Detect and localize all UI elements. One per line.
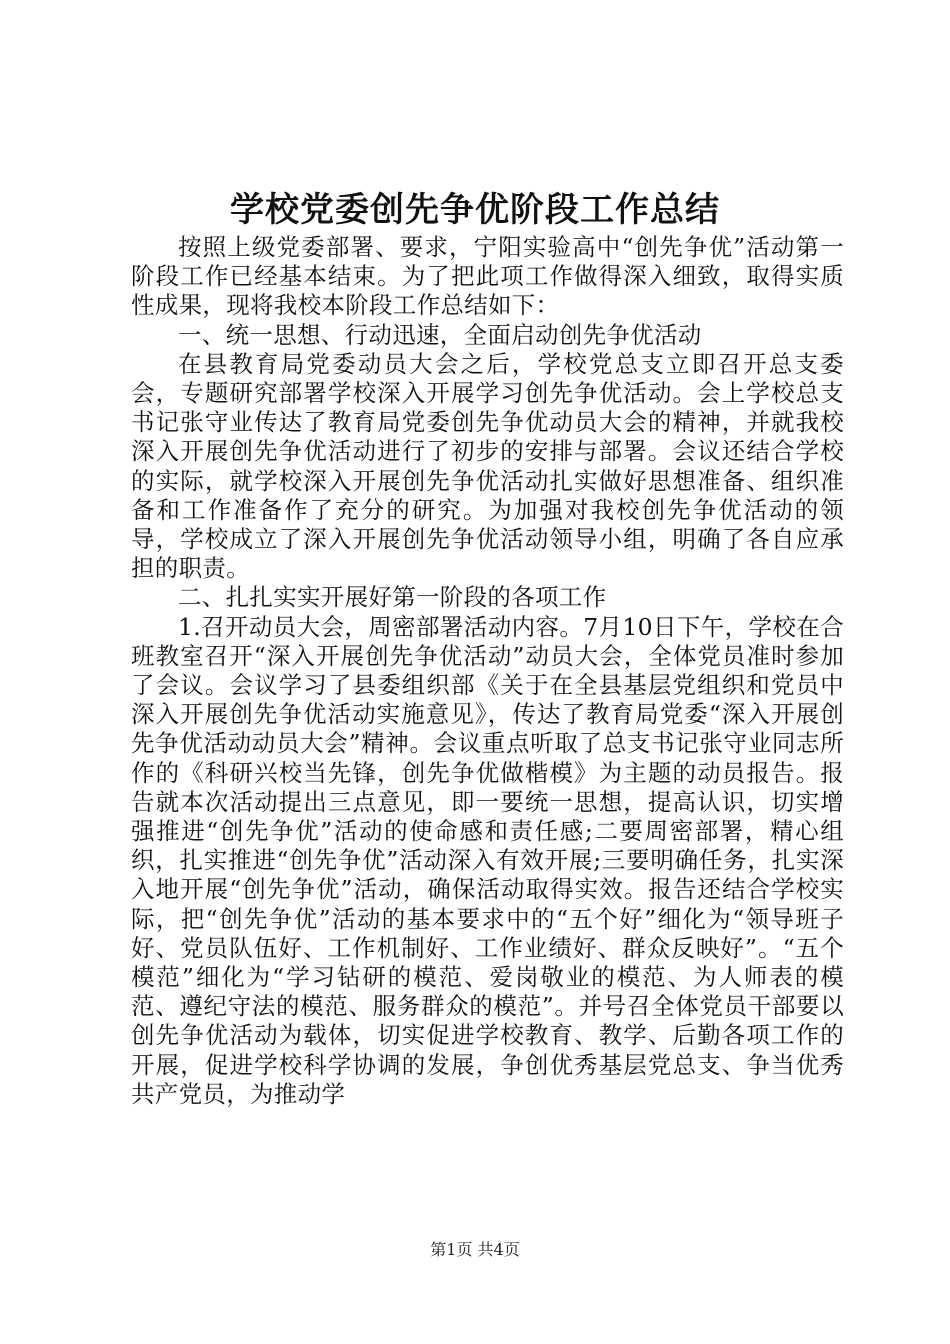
section-2-paragraph: 1.召开动员大会，周密部署活动内容。7月10日下午，学校在合班教室召开“深入开展创先争优活动”动员大会，全体党员准时参加了会议。会议学习了县委组织部《关于在全县基层党组织和党员中深入开展创先争优活动实施意见》，传达了教育局党委“深入开展创先争优活动动员大会”精神。会议重点听取了总支书记张守业同志所作的《科研兴校当先锋，创先争优做楷模》为主题的动员报告。报告就本次活动提出三点意见，即一要统一思想，提高认识，切实增强推进“创先争优”活动的使命感和责任感;二要周密部署，精心组织，扎实推进“创先争优”活动深入有效开展;三要明确任务，扎实深入地开展“创先争优”活动，确保活动取得实效。报告还结合学校实际，把“创先争优”活动的基本要求中的“五个好”细化为“领导班子好、党员队伍好、工作机制好、工作业绩好、群众反映好”。“五个模范”细化为“学习钻研的模范、爱岗敬业的模范、为人师表的模范、遵纪守法的模范、服务群众的模范”。并号召全体党员干部要以创先争优活动为载体，切实促进学校教育、教学、后勤各项工作的开展，促进学校科学协调的发展，争创优秀基层党总支、争当优秀共产党员，为推动学 xyxy=(131,612,844,1108)
document-title: 学校党委创先争优阶段工作总结 xyxy=(230,190,720,230)
document-body xyxy=(131,233,844,1109)
section-1-paragraph: 在县教育局党委动员大会之后，学校党总支立即召开总支委会，专题研究部署学校深入开展学习创先争优活动。会上学校总支书记张守业传达了教育局党委创先争优动员大会的精神，并就我校深入开展创先争优活动进行了初步的安排与部署。会议还结合学校的实际，就学校深入开展创先争优活动扎实做好思想准备、组织准备和工作准备作了充分的研究。为加强对我校创先争优活动的领导，学校成立了深入开展创先争优活动领导小组，明确了各自应承担的职责。 xyxy=(131,349,844,583)
intro-paragraph: 按照上级党委部署、要求，宁阳实验高中“创先争优”活动第一阶段工作已经基本结束。为了把此项工作做得深入细致，取得实质性成果，现将我校本阶段工作总结如下： xyxy=(131,233,844,320)
section-heading-1: 一、统一思想、行动迅速，全面启动创先争优活动 xyxy=(178,320,702,349)
section-heading-2: 二、扎扎实实开展好第一阶段的各项工作 xyxy=(178,583,607,612)
page-number-footer: 第1页 共4页 xyxy=(430,1240,520,1259)
